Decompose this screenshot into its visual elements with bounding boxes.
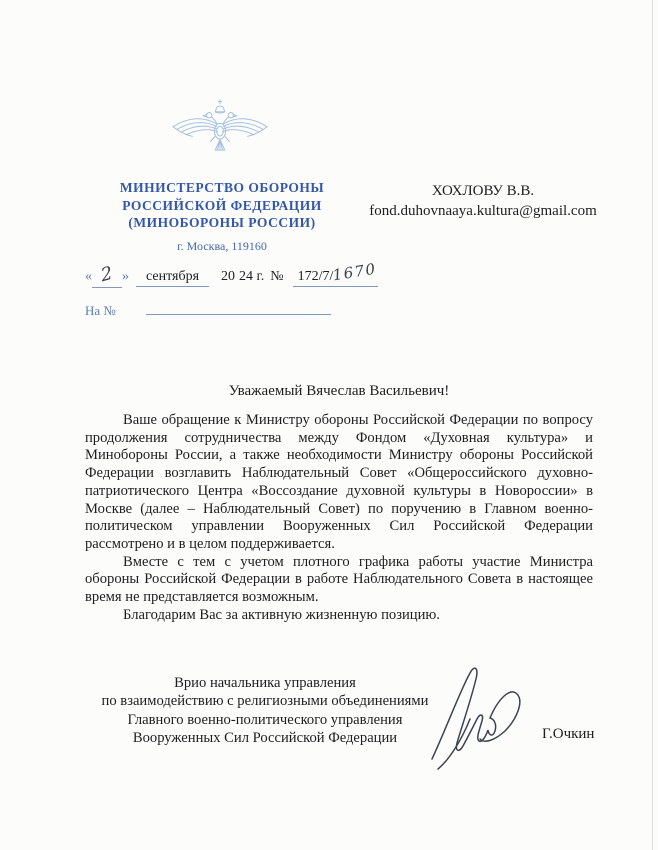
signer-title-line-2: по взаимодействию с религиозными объединениями xyxy=(101,693,429,710)
scan-artifact-line xyxy=(652,0,653,850)
signer-title-line-3: Главного военно-политического управления xyxy=(127,711,403,728)
outgoing-number-blank xyxy=(293,259,379,287)
letter-body xyxy=(85,412,593,624)
signer-title-block xyxy=(58,674,472,747)
signer-name: Г.Очкин xyxy=(542,726,595,742)
body-paragraph: Ваше обращение к Министру обороны Российской Федерации по вопросу продолжения сотрудничества между Фондом «Духовная культура» и Минобороны России, а также необходимости Министру обороны Российской Федерации возглавить Наблюдательный Совет «Общероссийского духовно-патриотического Центра «Воссоздание духовной культуры в Новороссии» в Москве (далее – Наблюдательный Совет) по поручению в Главном военно-политическом управлении Вооруженных Сил Российской Федерации рассмотрено и в целом поддерживается. xyxy=(85,412,593,552)
signer-title-line-4: Вооруженных Сил Российской Федерации xyxy=(132,729,398,746)
salutation: Уважаемый Вячеслав Васильевич! xyxy=(228,383,450,399)
body-paragraph: Вместе с тем с учетом плотного графика работы участие Министра обороны Российской Федерации в работе Наблюдательного Совета в настоящее время не представляется возможным. xyxy=(85,553,593,606)
ministry-name-line-3: (МИНОБОРОНЫ РОССИИ) xyxy=(128,215,316,230)
recipient-email: fond.duhovnaaya.kultura@gmail.com xyxy=(369,203,597,219)
ministry-name xyxy=(92,179,352,232)
na-no-label: На № xyxy=(85,303,116,318)
incoming-number-blank xyxy=(146,301,331,315)
ministry-name-line-2: РОССИЙСКОЙ ФЕДЕРАЦИИ xyxy=(122,197,322,213)
close-quote-mark: » xyxy=(122,269,129,284)
day-blank xyxy=(92,262,122,288)
ministry-name-line-1: МИНИСТЕРСТВО ОБОРОНЫ xyxy=(119,180,325,195)
number-sign: № xyxy=(270,269,284,284)
incoming-reference-line xyxy=(85,301,331,319)
signer-title-line-1: Врио начальника управления xyxy=(174,675,356,691)
city-postcode-line: г. Москва, 119160 xyxy=(177,239,267,253)
handwritten-day: 2 xyxy=(99,262,115,287)
outgoing-number-typed: 172/7/ xyxy=(297,269,334,284)
open-quote-mark: « xyxy=(85,269,92,284)
body-paragraph: Благодарим Вас за активную жизненную позицию. xyxy=(123,606,440,623)
handwritten-signature xyxy=(424,659,530,771)
reference-date-line xyxy=(85,259,379,288)
year-typed: 24 г. xyxy=(239,269,265,284)
mod-eagle-emblem-icon xyxy=(170,97,270,155)
recipient-name: ХОХЛОВУ В.В. xyxy=(431,183,535,199)
handwritten-number: 1670 xyxy=(331,259,379,285)
century-typed: 20 xyxy=(221,269,236,284)
month-typed: сентября xyxy=(136,269,209,287)
recipient-block xyxy=(352,181,614,221)
